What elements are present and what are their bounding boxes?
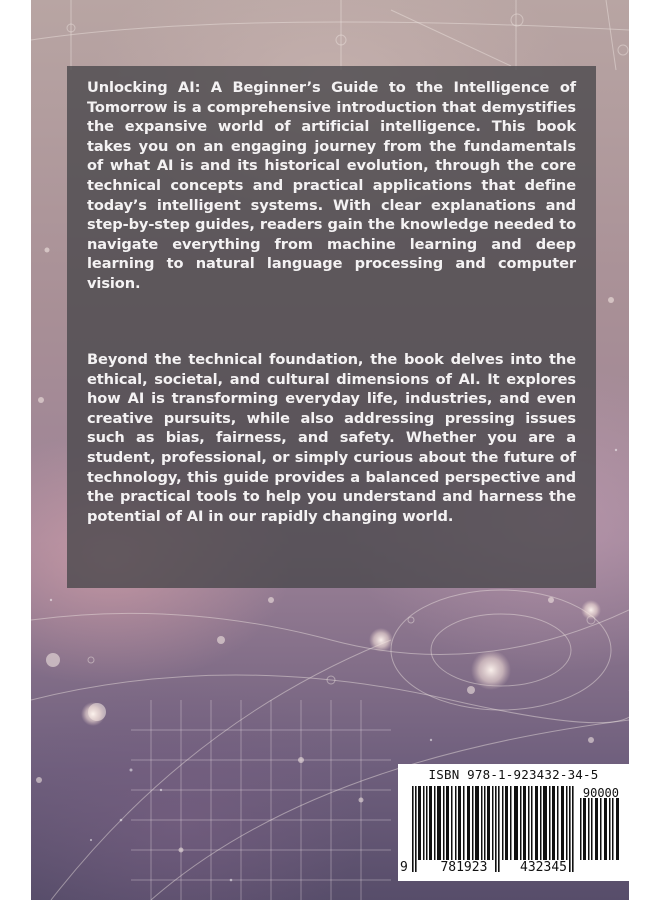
- back-cover: [31, 0, 629, 900]
- isbn-label: ISBN 978-1-923432-34-5: [428, 767, 599, 782]
- barcode-digit-lead: 9: [400, 860, 408, 875]
- barcode-digits-left: 781923: [440, 860, 488, 875]
- description-paragraph-1: Unlocking AI: A Beginner’s Guide to the Intelligence of Tomorrow is a comprehensive introduction that demystifies the expansive world of artificial intelligence. This book takes you on an engaging journey from the fundamentals of what AI is and its historical evolution, through the core technical concepts and practical applications that define today’s intelligent systems. With clear explanations and step-by-step guides, readers gain the knowledge needed to navigate everything from machine learning and deep learning to natural language processing and computer vision.: [87, 79, 576, 292]
- price-code: 90000: [582, 786, 619, 800]
- isbn-barcode: [398, 764, 629, 881]
- barcode-digits: [400, 860, 625, 875]
- barcode-digits-right: 432345: [520, 860, 567, 875]
- description-paragraph-2: Beyond the technical foundation, the book delves into the ethical, societal, and cultural dimensions of AI. It explores how AI is transforming everyday life, industries, and even creative pursuits, while also addressing pressing issues such as bias, fairness, and safety. Whether you are a student, professional, or simply curious about the future of technology, this guide provides a balanced perspective and the practical tools to help you understand and harness the potential of AI in our rapidly changing world.: [87, 351, 576, 525]
- description-panel: [67, 66, 596, 588]
